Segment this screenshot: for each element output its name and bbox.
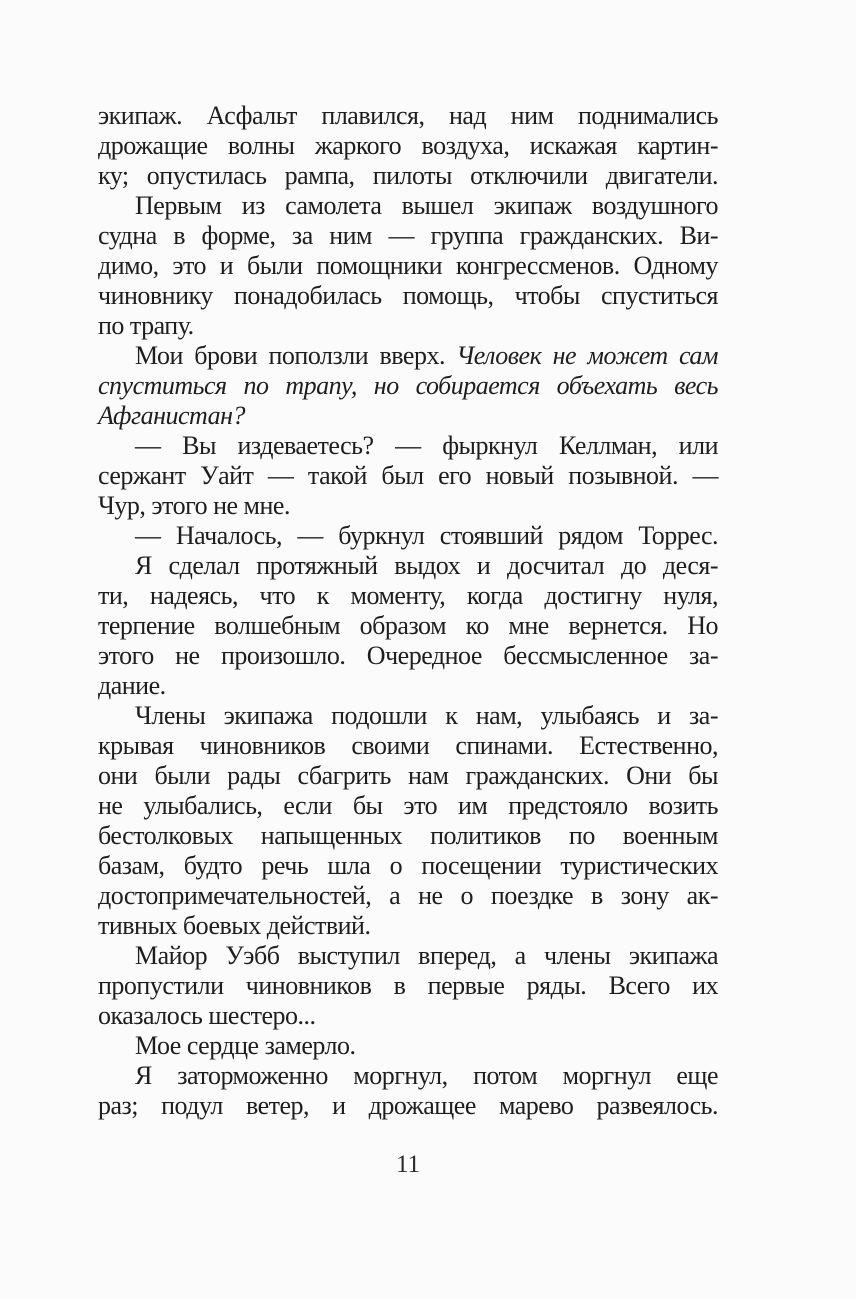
paragraph bbox=[98, 101, 718, 191]
text-line bbox=[98, 581, 718, 611]
text-segment: не улыбались, если бы это им предстояло возить bbox=[98, 791, 718, 820]
text-line bbox=[98, 851, 718, 881]
text-line bbox=[98, 761, 718, 791]
paragraph bbox=[98, 341, 718, 431]
text-line bbox=[98, 1031, 718, 1061]
text-line bbox=[98, 311, 718, 341]
text-segment: оказалось шестеро... bbox=[98, 1001, 316, 1030]
text-line bbox=[98, 461, 718, 491]
italic-text-segment: Афганистан? bbox=[98, 401, 246, 430]
paragraph bbox=[98, 701, 718, 941]
paragraph bbox=[98, 1031, 718, 1061]
paragraph bbox=[98, 431, 718, 521]
text-segment: бестолковых напыщенных политиков по военным bbox=[98, 821, 718, 850]
text-segment: базам, будто речь шла о посещении туристических bbox=[98, 851, 718, 880]
text-line bbox=[98, 401, 718, 431]
text-segment: экипаж. Асфальт плавился, над ним поднимались bbox=[98, 101, 718, 130]
text-segment: Майор Уэбб выступил вперед, а члены экипажа bbox=[135, 941, 718, 970]
text-line bbox=[98, 131, 718, 161]
text-line bbox=[98, 191, 718, 221]
text-line bbox=[98, 971, 718, 1001]
text-segment: раз; подул ветер, и дрожащее марево развеялось. bbox=[98, 1091, 718, 1120]
paragraph bbox=[98, 1061, 718, 1121]
text-block bbox=[98, 101, 718, 1121]
text-segment: Чур, этого не мне. bbox=[98, 491, 290, 520]
text-line bbox=[98, 521, 718, 551]
text-line bbox=[98, 251, 718, 281]
text-segment: достопримечательностей, а не о поездке в зону ак- bbox=[98, 881, 718, 910]
text-segment: крывая чиновников своими спинами. Естественно, bbox=[98, 731, 718, 760]
text-line bbox=[98, 881, 718, 911]
text-segment: этого не произошло. Очередное бессмысленное за- bbox=[98, 641, 718, 670]
text-segment: Мои брови поползли вверх. bbox=[135, 341, 457, 370]
text-line bbox=[98, 371, 718, 401]
text-line bbox=[98, 641, 718, 671]
text-line bbox=[98, 911, 718, 941]
text-line bbox=[98, 701, 718, 731]
text-segment: чиновнику понадобилась помощь, чтобы спуститься bbox=[98, 281, 718, 310]
text-line bbox=[98, 1061, 718, 1091]
text-segment: сержант Уайт — такой был его новый позывной. — bbox=[98, 461, 718, 490]
paragraph bbox=[98, 941, 718, 1031]
paragraph bbox=[98, 191, 718, 341]
text-line bbox=[98, 1001, 718, 1031]
page-number: 11 bbox=[395, 1151, 421, 1178]
text-line bbox=[98, 791, 718, 821]
text-segment: тивных боевых действий. bbox=[98, 911, 371, 940]
text-segment: — Началось, — буркнул стоявший рядом Торрес. bbox=[135, 521, 718, 550]
text-segment: Первым из самолета вышел экипаж воздушного bbox=[135, 191, 718, 220]
text-line bbox=[98, 341, 718, 371]
text-segment: пропустили чиновников в первые ряды. Всего их bbox=[98, 971, 718, 1000]
text-line bbox=[98, 611, 718, 641]
paragraph bbox=[98, 551, 718, 701]
text-segment: ти, надеясь, что к моменту, когда достигну нуля, bbox=[98, 581, 718, 610]
text-segment: — Вы издеваетесь? — фыркнул Келлман, или bbox=[135, 431, 718, 460]
text-line bbox=[98, 221, 718, 251]
text-line bbox=[98, 281, 718, 311]
paragraph bbox=[98, 521, 718, 551]
text-line bbox=[98, 1091, 718, 1121]
text-line bbox=[98, 161, 718, 191]
text-segment: дрожащие волны жаркого воздуха, искажая картин- bbox=[98, 131, 718, 160]
text-line bbox=[98, 941, 718, 971]
italic-text-segment: Человек не может сам bbox=[456, 341, 718, 370]
text-segment: они были рады сбагрить нам гражданских. Они бы bbox=[98, 761, 718, 790]
text-segment: судна в форме, за ним — группа гражданских. Ви- bbox=[98, 221, 718, 250]
text-line bbox=[98, 431, 718, 461]
text-segment: по трапу. bbox=[98, 311, 194, 340]
text-segment: Члены экипажа подошли к нам, улыбаясь и за- bbox=[135, 701, 718, 730]
text-segment: терпение волшебным образом ко мне вернется. Но bbox=[98, 611, 718, 640]
text-line bbox=[98, 491, 718, 521]
text-line bbox=[98, 731, 718, 761]
text-line bbox=[98, 821, 718, 851]
text-segment: Я заторможенно моргнул, потом моргнул еще bbox=[135, 1061, 718, 1090]
text-segment: Я сделал протяжный выдох и досчитал до деся- bbox=[135, 551, 718, 580]
text-line bbox=[98, 551, 718, 581]
text-line bbox=[98, 101, 718, 131]
text-segment: Мое сердце замерло. bbox=[135, 1031, 356, 1060]
text-line bbox=[98, 671, 718, 701]
text-segment: дание. bbox=[98, 671, 166, 700]
text-segment: ку; опустилась рампа, пилоты отключили двигатели. bbox=[98, 161, 718, 190]
italic-text-segment: спуститься по трапу, но собирается объехать весь bbox=[98, 371, 718, 400]
text-segment: димо, это и были помощники конгрессменов. Одному bbox=[98, 251, 718, 280]
